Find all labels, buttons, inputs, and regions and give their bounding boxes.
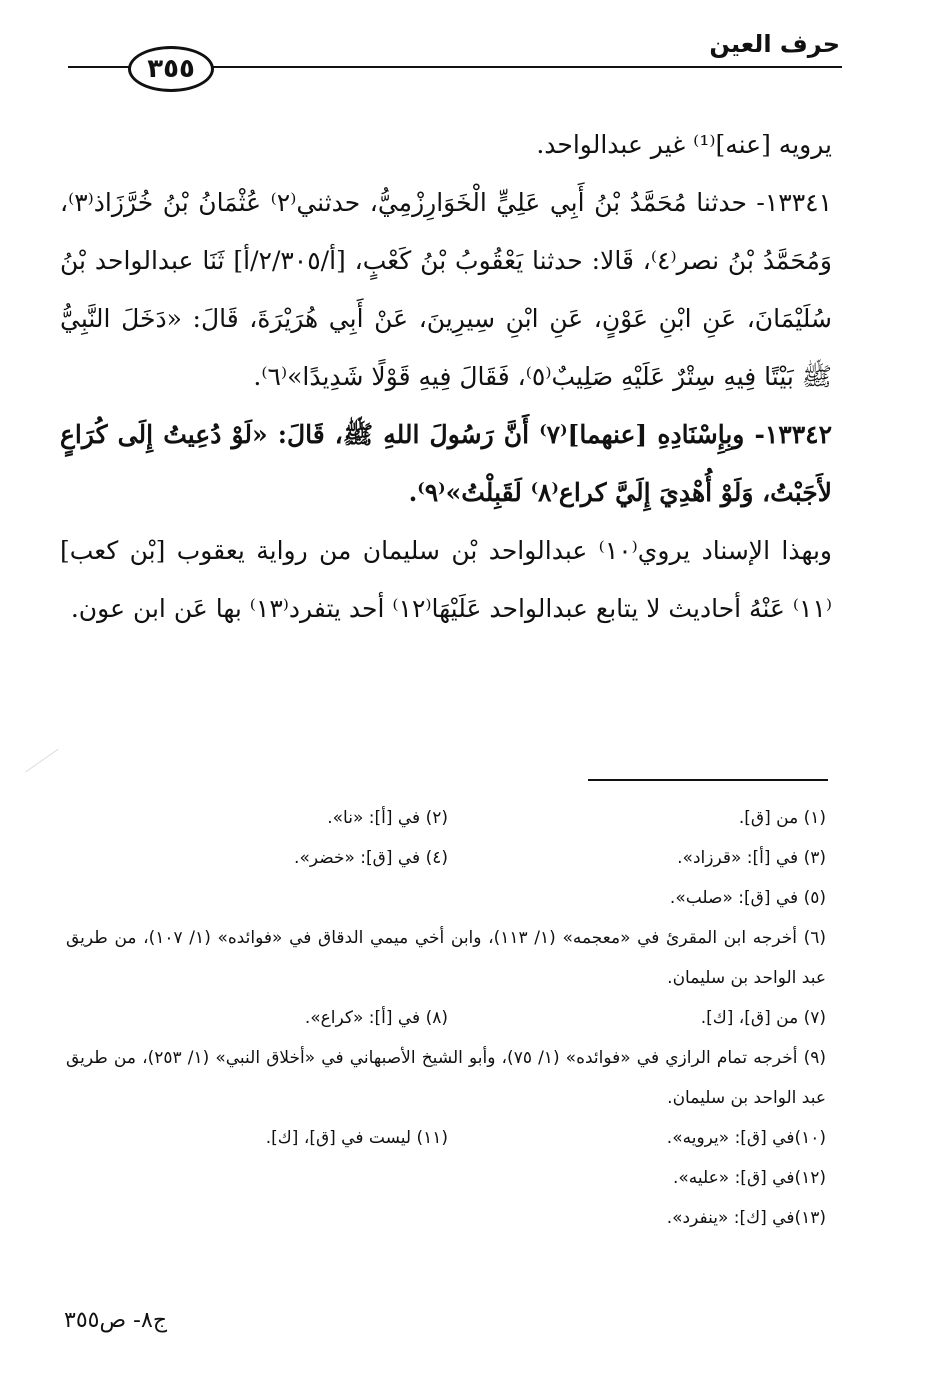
footnote-row <box>66 878 826 918</box>
footnote-9: (٩) أخرجه تمام الرازي في «فوائده» (١/ ٧٥)، وأبو الشيخ الأصبهاني في «أخلاق النبي» (١/ ٢٥٣)، من طريق عبد الواحد بن سليمان. <box>66 1048 826 1108</box>
footnote-7: (٧) من [ق]، [ك]. <box>700 1008 826 1028</box>
scan-mark <box>25 749 58 773</box>
footnote-13: (١٣)في [ك]: «ينفرد». <box>666 1208 826 1228</box>
footnote-row <box>66 1158 826 1198</box>
footnote-4: (٤) في [ق]: «خضر». <box>294 848 448 868</box>
footnote-8: (٨) في [أ]: «كراع». <box>304 1008 448 1028</box>
footnote-11: (١١) ليست في [ق]، [ك]. <box>265 1128 448 1148</box>
page-number-badge <box>128 46 214 92</box>
footnote-1: (١) من [ق]. <box>738 808 826 828</box>
hadith-13341: ١٣٣٤١- حدثنا مُحَمَّدُ بْنُ أَبِي عَلِيٍّ الْخَوَارِزْمِيُّ، حدثني⁽٢⁾ عُثْمَانُ بْنُ خُرَّزَاذ⁽٣⁾، وَمُحَمَّدُ بْنُ نصر⁽٤⁾، قَالا: حدثنا يَعْقُوبُ بْنُ كَعْبٍ، [أ/٢/٣٠٥/أ] ثَنَا عبدالواحد بْنُ سُلَيْمَانَ، عَنِ ابْنِ عَوْنٍ، عَنِ ابْنِ سِيرِينَ، عَنْ أَبِي هُرَيْرَةَ، قَالَ: «دَخَلَ النَّبِيُّ ﷺ بَيْتًا فِيهِ سِتْرٌ عَلَيْهِ صَلِيبٌ⁽٥⁾، فَقَالَ فِيهِ قَوْلًا شَدِيدًا»⁽٦⁾. <box>60 188 832 391</box>
main-text <box>60 116 832 638</box>
footnotes <box>66 798 826 1238</box>
footnote-3: (٣) في [أ]: «قرزاد». <box>677 848 826 868</box>
footnote-12: (١٢)في [ق]: «عليه». <box>672 1168 826 1188</box>
footnote-10: (١٠)في [ق]: «يرويه». <box>666 1128 826 1148</box>
footnote-row <box>66 998 826 1038</box>
footnote-5: (٥) في [ق]: «صلب». <box>669 888 826 908</box>
page-number: ٣٥٥ <box>147 54 195 84</box>
volume-page-label: ج٨- ص٣٥٥ <box>64 1308 168 1333</box>
footnote-row <box>66 1198 826 1238</box>
paragraph-commentary: وبهذا الإسناد يروي⁽١٠⁾ عبدالواحد بْن سليمان من رواية يعقوب [بْن كعب]⁽١١⁾ عَنْهُ أحاديث لا يتابع عبدالواحد عَلَيْهَا⁽١٢⁾ أحد يتفرد⁽١٣⁾ بها عَن ابن عون. <box>60 536 832 623</box>
footnote-row <box>66 1118 826 1158</box>
paragraph-1: يرويه [عنه]⁽¹⁾ غير عبدالواحد. <box>536 130 832 159</box>
footnote-6: (٦) أخرجه ابن المقرئ في «معجمه» (١/ ١١٣)، وابن أخي ميمي الدقاق في «فوائده» (١/ ١٠٧)، من طريق عبد الواحد بن سليمان. <box>66 928 827 988</box>
footnote-row <box>66 838 826 878</box>
hadith-13342: ١٣٣٤٢- وبِإِسْنَادِهِ [عنهما]⁽٧⁾ أَنَّ رَسُولَ اللهِ ﷺ، قَالَ: «لَوْ دُعِيتُ إِلَى كُرَاعٍ لأَجَبْتُ، وَلَوْ أُهْدِيَ إِلَيَّ كراع⁽٨⁾ لَقَبِلْتُ»⁽٩⁾. <box>60 420 832 507</box>
chapter-title: حرف العين <box>709 30 840 58</box>
footnote-row <box>66 798 826 838</box>
footnote-separator <box>588 779 828 781</box>
footnote-2: (٢) في [أ]: «نا». <box>327 808 448 828</box>
